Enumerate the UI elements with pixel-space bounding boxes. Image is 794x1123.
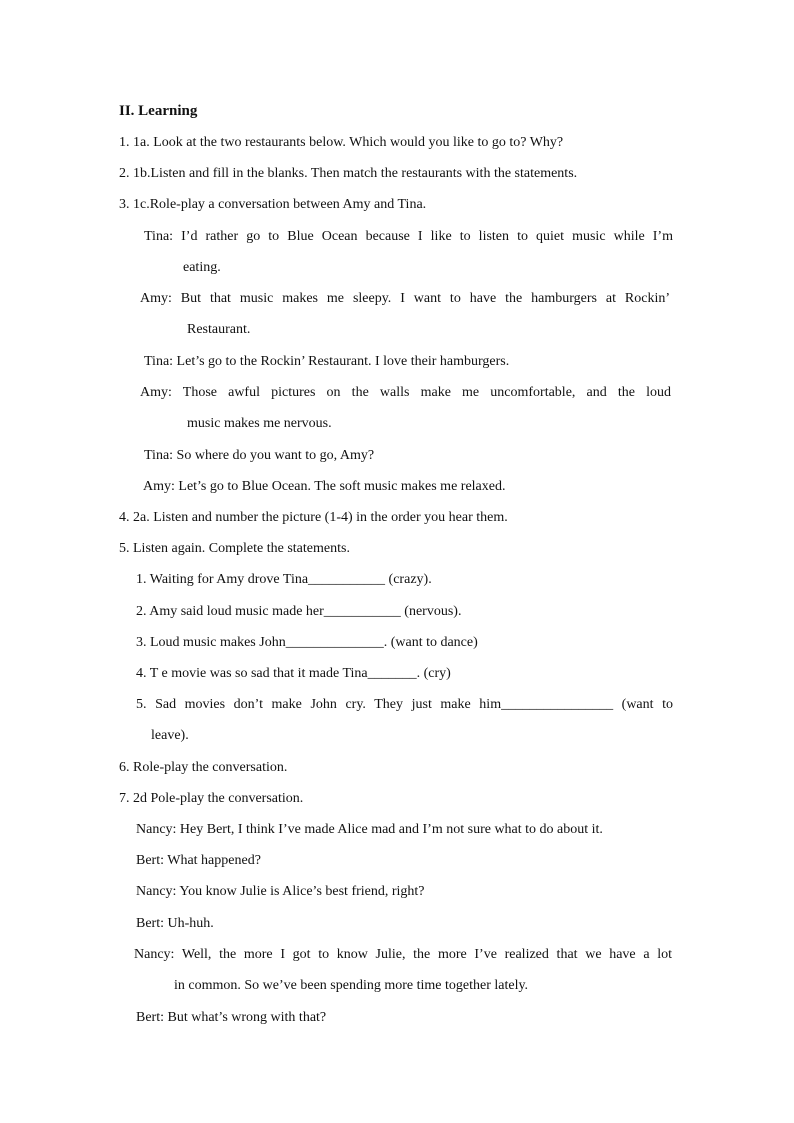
dialogue-1-line-3: Tina: Let’s go to the Rockin’ Restaurant. I love their hamburgers. [144, 354, 510, 369]
item-6: 6. Role-play the conversation. [119, 760, 288, 775]
section-title: II. Learning [119, 103, 198, 119]
dialogue-1-line-4-cont: music makes me nervous. [187, 416, 332, 431]
dialogue-1-line-2: Amy: But that music makes me sleepy. I want to have the hamburgers at Rockin’ [140, 291, 670, 306]
exercise-3: 3. Loud music makes John______________. (want to dance) [136, 635, 478, 650]
dialogue-1-line-4: Amy: Those awful pictures on the walls make me uncomfortable, and the loud [140, 385, 671, 400]
dialogue-2-line-2: Bert: What happened? [136, 853, 261, 868]
exercise-2: 2. Amy said loud music made her___________ (nervous). [136, 604, 462, 619]
item-3: 3. 1c.Role-play a conversation between Amy and Tina. [119, 197, 427, 212]
dialogue-1-line-2-cont: Restaurant. [187, 322, 251, 337]
dialogue-1-line-6: Amy: Let’s go to Blue Ocean. The soft music makes me relaxed. [143, 479, 506, 494]
item-5: 5. Listen again. Complete the statements. [119, 541, 350, 556]
exercise-5: 5. Sad movies don’t make John cry. They just make him________________ (want to [136, 697, 673, 712]
item-1: 1. 1a. Look at the two restaurants below. Which would you like to go to? Why? [119, 135, 564, 150]
item-7: 7. 2d Pole-play the conversation. [119, 791, 304, 806]
item-4: 4. 2a. Listen and number the picture (1-4) in the order you hear them. [119, 510, 508, 525]
dialogue-2-line-1: Nancy: Hey Bert, I think I’ve made Alice mad and I’m not sure what to do about it. [136, 822, 603, 837]
exercise-4: 4. T e movie was so sad that it made Tina_______. (cry) [136, 666, 451, 681]
dialogue-1-line-5: Tina: So where do you want to go, Amy? [144, 448, 375, 463]
dialogue-1-line-1-cont: eating. [183, 260, 221, 275]
dialogue-2-line-5: Nancy: Well, the more I got to know Julie, the more I’ve realized that we have a lot [134, 947, 672, 962]
dialogue-1-line-1: Tina: I’d rather go to Blue Ocean because I like to listen to quiet music while I’m [144, 229, 673, 244]
dialogue-2-line-3: Nancy: You know Julie is Alice’s best friend, right? [136, 884, 425, 899]
item-2: 2. 1b.Listen and fill in the blanks. Then match the restaurants with the statements. [119, 166, 578, 181]
dialogue-2-line-4: Bert: Uh-huh. [136, 916, 214, 931]
dialogue-2-line-5-cont: in common. So we’ve been spending more time together lately. [174, 978, 529, 993]
exercise-1: 1. Waiting for Amy drove Tina___________ (crazy). [136, 572, 432, 587]
exercise-5-cont: leave). [151, 728, 189, 743]
dialogue-2-line-6: Bert: But what’s wrong with that? [136, 1010, 327, 1025]
